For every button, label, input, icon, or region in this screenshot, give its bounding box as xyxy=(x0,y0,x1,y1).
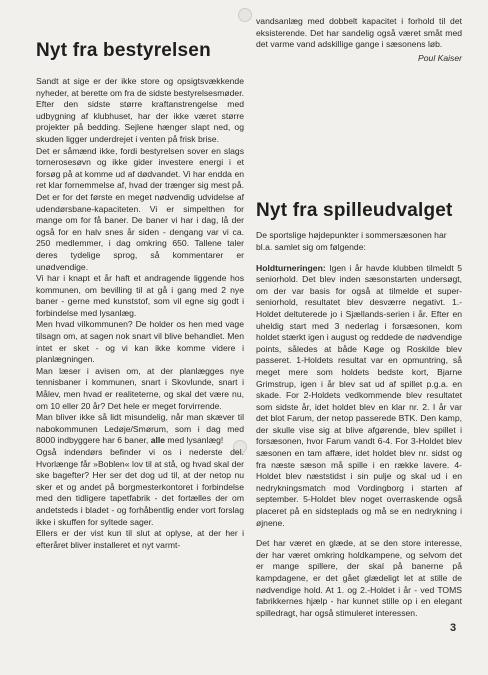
section-label: Holdturneringen: xyxy=(256,262,326,273)
emphasis-text: alle xyxy=(150,435,166,446)
paragraph xyxy=(256,263,462,530)
paragraph: Sandt at sige er der ikke store og opsigtsvækkende nyheder, at berette om fra de sidste bestyrelsesmøder. Efter den sidste større kraftanstrengelse med udbygning af klubhuset, har der ikke været større projekter på bedding. Sejlene hænger slapt ned, og skuden ligger underdrejet i venten på frisk brise. xyxy=(36,76,244,144)
paragraph: Vi har i knapt et år haft et andragende liggende hos kommunen, om bevilling til at gå i gang med 2 nye baner - gerne med kunststof, som vil egne sig godt i forbindelse med lysanlæg. xyxy=(36,273,244,318)
paragraph-text: med lysanlæg! xyxy=(165,435,224,446)
paragraph-text: Igen i år havde klubben tilmeldt 5 seniorhold. Det blev inden sæsonstarten undersøgt, om der var basis for også at tilmelde et super-seniorhold, resultatet blev desværre negativt. 1.-Holdet deltuterede jo i Sjællands-serien i år. Efter en uheldig start med 3 nederlag i forsæsonen, kom holdet stærkt igen i august og reddede de nødvendige points, således at både Køge og Roskilde blev passeret. 1-Holdets resultat var en opmuntring, så meget mere som holdets bedste kort, Bjarne Grimstrup, igen i år blev sat ud af spillet p.g.a. en skade. For 2-Holdets vedkommende blev resultatet som sidste år, idet holdet blev en klar nr. 2. I år var det blot Farum, der netop passerede BTK. Den kamp, der skulle vise sig at blive afgørende, blev spillet i forsæsonen, hvor Farum vandt 6-4. For 3-Holdet blev sæsonen en tam affære, idet holdet blev nr. sidst og fra næste sæson må spille i en række lavere. 4-Holdet blev næststidst i sin pulje og skal ud i en nedrykningsmatch mod Vordingborg i starten af september. 5-Holdet blev noget overraskende også placeret på en sidsteplads og må se en nedrykning i øjnene. xyxy=(256,262,462,528)
paragraph: Også indendørs befinder vi os i nederste del. Hvorlænge får »Boblen« lov til at stå, og hvad skal der ske bagefter? Her ser det dog ud til, at der netop nu sker et og andet på borgmesterkontoret i forbindelse med den tidligere tapetfabrik - det fortælles der om andetsteds i bladet - og forhåbentlig ender vort forslag ikke i skuffen for syltede sager. xyxy=(36,447,244,527)
intro-paragraph: De sportslige højdepunkter i sommersæsonen har bl.a. samlet sig om følgende: xyxy=(256,230,447,252)
left-column xyxy=(36,10,244,551)
sports-committee-title: Nyt fra spilleudvalget xyxy=(256,200,453,222)
board-news-title: Nyt fra bestyrelsen xyxy=(36,40,211,61)
paragraph: Man læser i avisen om, at der planlægges nye tennisbaner i kommunen, snart i Skovlunde, snart i Målev, men hvad er realiteterne, og skal det være nu, om 10 eller 20 år? Det hele er meget forvirrende. xyxy=(36,365,244,411)
paragraph-text: Man bliver ikke så lidt misundelig, når man skæver til nabokommunen Ledøje/Smørum, som i dag med 8000 indbyggere har 6 baner, xyxy=(36,412,244,446)
paragraph: Det har været en glæde, at se den store interesse, der har været omkring holdkampene, og selvom det er mange spillere, der skal på banerne på kampdagene, er det gået glædeligt let at stille de nødvendige hold. At 1. og 2.-Holdet i år - ved TOMS fabrikkernes hjælp - har kunnet stille op i en elegant spilledragt, har også stimuleret interessen. xyxy=(256,538,462,618)
paragraph: vandsanlæg med dobbelt kapacitet i forhold til det eksisterende. Det har sandelig også været småt med det varme vand adskillige gange i sæsonens løb. xyxy=(256,16,462,50)
paragraph xyxy=(36,412,244,447)
paragraph: Ellers er der vist kun til slut at oplyse, at der her i efteråret bliver installeret et nyt varmt- xyxy=(36,528,244,550)
author-signature: Poul Kaiser xyxy=(418,52,462,63)
page-number: 3 xyxy=(450,622,457,634)
right-column xyxy=(256,16,462,619)
paragraph: Det er såmænd ikke, fordi bestyrelsen sover en slags tornerosesøvn og ikke gider investere energi i et forsøg på at komme ud af dødvandet. Vi har endda en ret klar fornemmelse af, hvad der trænger sig mest på. Det er for det første en meget nødvendig udvidelse af udendørsbane-kapaciteten. Vi er simpelthen for mange om for få baner. De baner vi har i dag, lå der også for en halv snes år siden - dengang var vi ca. 250 medlemmer, i dag omkring 650. Tallene taler deres tydelige sprog, så kommentarer er unødvendige. xyxy=(36,145,244,272)
paragraph: Men hvad vilkommunen? De holder os hen med vage tilsagn om, at sagen nok snart vil blive behandlet. Men intet er sket - og vi kan ikke komme videre i planlægningen. xyxy=(36,319,244,365)
